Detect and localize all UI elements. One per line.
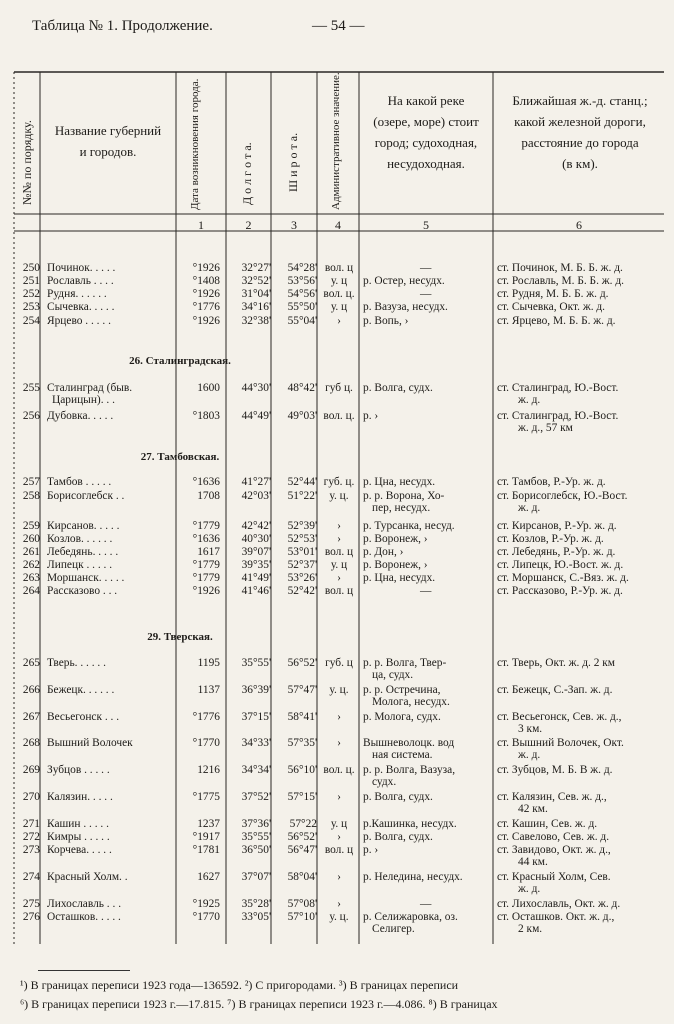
longitude: 35°55' [241,657,271,669]
founding-date: °1926 [192,315,220,327]
latitude: 52°53' [287,533,317,545]
latitude: 55°50' [287,301,317,313]
river-info: Молога, несудх. [372,696,450,708]
admin-status: › [337,315,341,327]
latitude: 52°37' [287,559,317,571]
latitude: 52°42' [287,585,317,597]
row-number: 261 [22,546,40,558]
city-name: Моршанск. . . . . [47,572,125,584]
railway-station: ж. д., 57 км [518,422,573,434]
city-name: Борисоглебск . . [47,490,125,502]
founding-date: 1600 [197,382,220,394]
row-number: 270 [22,791,40,803]
founding-date: °1779 [192,520,220,532]
river-info: р. Вопь, › [363,315,409,327]
railway-station: ст. Кашин, Сев. ж. д. [497,818,598,830]
longitude: 32°52' [241,275,271,287]
admin-status: у. ц. [329,684,349,696]
railway-station: 3 км. [518,723,543,735]
row-number: 267 [22,711,40,723]
longitude: 41°49' [241,572,271,584]
longitude: 32°27' [241,262,271,274]
founding-date: °1770 [192,737,220,749]
longitude: 37°07' [241,871,271,883]
river-info: — [420,898,432,910]
latitude: 56°47' [287,844,317,856]
river-info: р. р. Волга, Вазуза, [363,764,456,776]
city-name: Весьегонск . . . [47,711,120,723]
latitude: 57°47' [287,684,317,696]
admin-status: вол. ц [324,844,354,856]
city-name: Кашин . . . . . [47,818,109,830]
latitude: 58°41' [287,711,317,723]
latitude: 48°42' [287,382,317,394]
col-header-adm: Административное значение. [330,72,342,210]
col-header-rail [494,90,666,174]
city-name: Сычевка. . . . . [47,301,115,313]
latitude: 52°39' [287,520,317,532]
railway-station: ст. Починок, М. Б. Б. ж. д. [497,262,623,274]
founding-date: °1917 [192,831,220,843]
city-name: Лебедянь. . . . . [47,546,119,558]
longitude: 40°30' [241,533,271,545]
longitude: 44°30' [241,382,271,394]
row-number: 262 [22,559,40,571]
river-info: р. р. Остречина, [363,684,441,696]
admin-status: у. ц. [329,490,349,502]
admin-status: губ. ц. [323,476,355,488]
city-name: Сталинград (быв. [47,382,133,394]
longitude: 37°52' [241,791,271,803]
row-number: 252 [22,288,40,300]
railway-station: ст. Завидово, Окт. ж. д., [497,844,611,856]
railway-station: ст. Липецк, Ю.-Вост. ж. д. [497,559,624,571]
river-info: Селигер. [372,923,415,935]
river-info: судх. [372,776,397,788]
latitude: 53°26' [287,572,317,584]
river-info: р.Кашинка, несудх. [363,818,457,830]
latitude: 56°52' [287,831,317,843]
col-header-rail-l3: расстояние до города [521,135,639,150]
admin-status: › [337,871,341,883]
river-info: р. Цна, несудх. [363,476,436,488]
railway-station: 42 км. [518,803,548,815]
col-num-5: 5 [423,218,429,232]
col-num-2: 2 [245,218,252,232]
railway-station: ст. Сталинград, Ю.-Вост. [497,410,619,422]
col-header-river-l4: несудоходная. [387,156,465,171]
railway-station: ж. д. [518,883,541,895]
row-number: 260 [22,533,40,545]
founding-date: 1137 [197,684,220,696]
river-info: р. Дон, › [363,546,404,558]
longitude: 34°16' [241,301,271,313]
latitude: 54°56' [287,288,317,300]
admin-status: › [337,520,341,532]
founding-date: °1776 [192,711,220,723]
page-header-left: Таблица № 1. Продолжение. [32,18,213,34]
row-number: 257 [22,476,40,488]
col-header-river-l2: (озере, море) стоит [373,114,479,129]
railway-station: ст. Калязин, Сев. ж. д., [497,791,607,803]
founding-date: 1237 [197,818,220,830]
railway-station: ст. Рудня, М. Б. Б. ж. д. [497,288,609,300]
railway-station: ст. Бежецк, С.-Зап. ж. д. [497,684,613,696]
city-name: Рославль . . . . [47,275,114,287]
river-info: р. › [363,844,379,856]
founding-date: °1775 [192,791,220,803]
railway-station: ст. Борисоглебск, Ю.-Вост. [497,490,628,502]
admin-status: › [337,533,341,545]
row-number: 254 [22,315,40,327]
railway-station: ст. Козлов, Р.-Ур. ж. д. [497,533,604,545]
railway-station: ст. Рассказово, Р.-Ур. ж. д. [497,585,623,597]
latitude: 55°04' [287,315,317,327]
col-num-6: 6 [576,218,582,232]
row-number: 275 [22,898,40,910]
latitude: 57°22 [289,818,317,830]
section-title: 29. Тверская. [147,631,213,643]
col-num-1: 1 [198,218,204,232]
admin-status: у. ц. [329,911,349,923]
longitude: 42°03' [241,490,271,502]
founding-date: °1925 [192,898,220,910]
longitude: 36°50' [241,844,271,856]
col-num-3: 3 [291,218,297,232]
row-number: 256 [22,410,40,422]
row-number: 250 [22,262,40,274]
row-number: 268 [22,737,40,749]
city-name: Вышний Волочек [47,737,133,749]
latitude: 57°35' [287,737,317,749]
city-name: Кимры . . . . . [47,831,110,843]
railway-station: ст. Рославль, М. Б. Б. ж. д. [497,275,625,287]
river-info: р. Воронеж, › [363,559,428,571]
col-header-date: Дата возникновения города. [189,78,201,210]
row-number: 263 [22,572,40,584]
row-number: 272 [22,831,40,843]
founding-date: °1926 [192,262,220,274]
city-name: Бежецк. . . . . . [47,684,115,696]
railway-station: 2 км. [518,923,543,935]
row-number: 251 [22,275,40,287]
row-number: 255 [22,382,40,394]
admin-status: › [337,831,341,843]
city-name: Починок. . . . . [47,262,116,274]
admin-status: у. ц [330,559,348,571]
col-header-name-line2: и городов. [79,144,137,159]
latitude: 56°52' [287,657,317,669]
railway-station: ст. Сталинград, Ю.-Вост. [497,382,619,394]
city-name: Осташков. . . . . [47,911,121,923]
row-number: 259 [22,520,40,532]
city-name: Рассказово . . . [47,585,118,597]
city-name: Дубовка. . . . . [47,410,114,422]
railway-station: ст. Кирсанов, Р.-Ур. ж. д. [497,520,617,532]
longitude: 44°49' [241,410,271,422]
admin-status: губ. ц [325,657,353,669]
railway-station: ст. Тамбов, Р.-Ур. ж. д. [497,476,606,488]
latitude: 56°10' [287,764,317,776]
city-name: Ярцево . . . . . [47,315,111,327]
city-name: Корчева. . . . . [47,844,112,856]
latitude: 52°44' [287,476,317,488]
river-info: ца, судх. [372,669,414,681]
admin-status: у. ц [330,818,348,830]
latitude: 57°15' [287,791,317,803]
river-info: р. Волга, судх. [363,382,433,394]
river-info: — [420,585,432,597]
col-header-river-l3: город; судоходная, [374,135,478,150]
railway-station: ст. Весьегонск, Сев. ж. д., [497,711,622,723]
latitude: 57°10' [287,911,317,923]
railway-station: ст. Сычевка, Окт. ж. д. [497,301,606,313]
admin-status: у. ц [330,275,348,287]
footnote-2: ⁶) В границах переписи 1923 г.—17.815. ⁷) В границах переписи 1923 г.—4.086. ⁸) В границах [20,997,498,1011]
city-name: Красный Холм. . [47,871,128,883]
row-number: 265 [22,657,40,669]
founding-date: °1779 [192,572,220,584]
founding-date: °1776 [192,301,220,313]
latitude: 51°22' [287,490,317,502]
city-name: Кирсанов. . . . . [47,520,120,532]
row-number: 253 [22,301,40,313]
row-number: 258 [22,490,40,502]
admin-status: вол. ц. [323,288,355,300]
city-name: Рудня. . . . . . [47,288,107,300]
founding-date: °1408 [192,275,220,287]
section-title: 27. Тамбовская. [140,451,220,463]
founding-date: °1803 [192,410,220,422]
longitude: 32°38' [241,315,271,327]
row-number: 264 [22,585,40,597]
founding-date: °1636 [192,476,220,488]
river-info: р. р. Ворона, Хо- [363,490,445,502]
admin-status: › [337,711,341,723]
section-title: 26. Сталинградская. [129,355,231,367]
railway-station: ст. Красный Холм, Сев. [497,871,611,883]
row-number: 269 [22,764,40,776]
col-header-rail-l2: какой железной дороги, [514,114,646,129]
longitude: 39°35' [241,559,271,571]
railway-station: ст. Осташков. Окт. ж. д., [497,911,615,923]
founding-date: 1216 [197,764,220,776]
admin-status: вол. ц [324,262,354,274]
admin-status: › [337,898,341,910]
col-header-lat: Ш и р о т а. [286,132,300,192]
row-number: 273 [22,844,40,856]
row-number: 271 [22,818,40,830]
admin-status: › [337,791,341,803]
longitude: 39°07' [241,546,271,558]
city-name-cont: Царицын). . . [52,394,115,406]
railway-station: ж. д. [518,749,541,761]
founding-date: °1636 [192,533,220,545]
admin-status: вол. ц. [323,764,355,776]
river-info: р. Неледина, несудх. [363,871,463,883]
city-name: Козлов. . . . . . [47,533,113,545]
founding-date: °1779 [192,559,220,571]
founding-date: °1926 [192,585,220,597]
col-header-name-line1: Название губерний [54,123,162,138]
river-info: пер, несудх. [372,502,431,514]
railway-station: ж. д. [518,394,541,406]
longitude: 35°28' [241,898,271,910]
founding-date: °1781 [192,844,220,856]
city-name: Зубцов . . . . . [47,764,110,776]
river-info: р. Воронеж, › [363,533,428,545]
river-info: р. Остер, несудх. [363,275,445,287]
railway-station: ст. Ярцево, М. Б. Б. ж. д. [497,315,616,327]
founding-date: 1617 [197,546,220,558]
railway-station: ст. Тверь, Окт. ж. д. 2 км [497,657,615,669]
railway-station: ст. Зубцов, М. Б. В ж. д. [497,764,613,776]
river-info: р. Волга, судх. [363,791,433,803]
col-header-lon: Д о л г о т а. [240,142,254,205]
railway-station: ст. Моршанск, С.-Вяз. ж. д. [497,572,629,584]
latitude: 49°03' [287,410,317,422]
railway-station: ст. Лихославль, Окт. ж. д. [497,898,621,910]
col-header-rail-l1: Ближайшая ж.-д. станц.; [512,93,648,108]
latitude: 53°56' [287,275,317,287]
col-header-no: №№ по порядку. [20,120,34,205]
latitude: 57°08' [287,898,317,910]
admin-status: вол. ц [324,546,354,558]
latitude: 58°04' [287,871,317,883]
col-header-name [42,120,174,162]
admin-status: › [337,572,341,584]
admin-status: вол. ц [324,585,354,597]
river-info: р. Турсанка, несуд. [363,520,455,532]
latitude: 53°01' [287,546,317,558]
river-info: р. Вазуза, несудх. [363,301,448,313]
longitude: 35°55' [241,831,271,843]
river-info: Вышневолоцк. вод [363,737,455,749]
river-info: р. › [363,410,379,422]
longitude: 34°34' [241,764,271,776]
footnote-1: ¹) В границах переписи 1923 года—136592. ²) С пригородами. ³) В границах переписи [20,978,459,992]
river-info: р. Цна, несудх. [363,572,436,584]
city-name: Тверь. . . . . . [47,657,106,669]
river-info: р. Молога, судх. [363,711,441,723]
founding-date: °1926 [192,288,220,300]
col-num-4: 4 [335,218,341,232]
river-info: — [420,262,432,274]
founding-date: 1708 [197,490,220,502]
row-number: 276 [22,911,40,923]
railway-station: ст. Лебедянь, Р.-Ур. ж. д. [497,546,616,558]
col-header-river-l1: На какой реке [387,93,465,108]
railway-station: 44 км. [518,856,548,868]
city-name: Калязин. . . . . [47,791,113,803]
latitude: 54°28' [287,262,317,274]
admin-status: губ ц. [325,382,353,394]
longitude: 41°46' [241,585,271,597]
longitude: 31°04' [241,288,271,300]
founding-date: 1627 [197,871,220,883]
row-number: 274 [22,871,40,883]
city-name: Лихославль . . . [47,898,122,910]
col-header-rail-l4: (в км). [562,156,598,171]
railway-station: ст. Вышний Волочек, Окт. [497,737,624,749]
footnote-rule [38,970,130,971]
longitude: 42°42' [241,520,271,532]
founding-date: °1770 [192,911,220,923]
longitude: 37°15' [241,711,271,723]
col-header-river [360,90,492,174]
river-info: р. Волга, судх. [363,831,433,843]
railway-station: ст. Савелово, Сев. ж. д. [497,831,610,843]
longitude: 41°27' [241,476,271,488]
longitude: 36°39' [241,684,271,696]
river-info: — [420,288,432,300]
row-number: 266 [22,684,40,696]
city-name: Липецк . . . . . [47,559,113,571]
longitude: 34°33' [241,737,271,749]
river-info: р. Селижаровка, оз. [363,911,458,923]
admin-status: у. ц [330,301,348,313]
admin-status: › [337,737,341,749]
railway-station: ж. д. [518,502,541,514]
city-name: Тамбов . . . . . [47,476,112,488]
river-info: р. р. Волга, Твер- [363,657,447,669]
founding-date: 1195 [197,657,220,669]
admin-status: вол. ц. [323,410,355,422]
river-info: ная система. [372,749,433,761]
page-number: — 54 — [312,18,365,34]
longitude: 37°36' [241,818,271,830]
longitude: 33°05' [241,911,271,923]
